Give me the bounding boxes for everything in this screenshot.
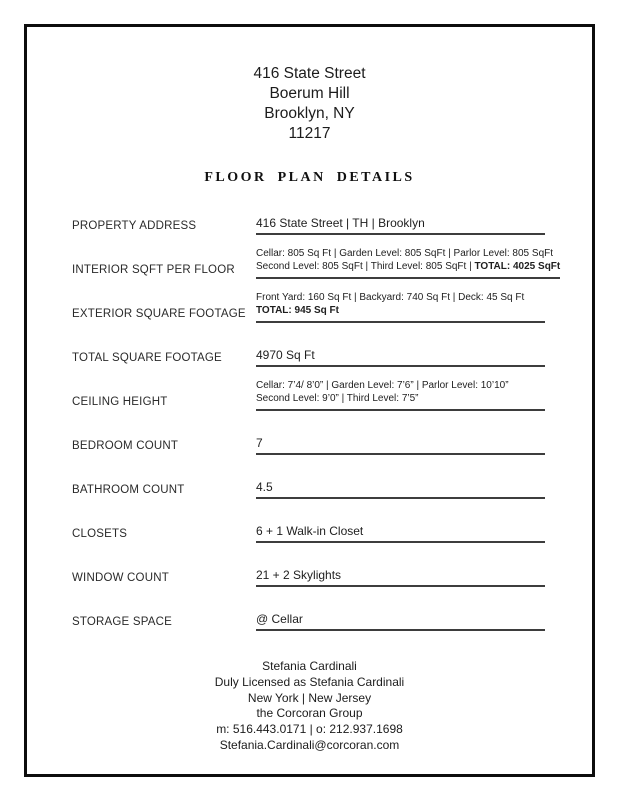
field-label: BATHROOM COUNT: [72, 484, 185, 496]
detail-row: [72, 279, 545, 323]
field-label: INTERIOR SQFT PER FLOOR: [72, 264, 235, 276]
document-title: FLOOR PLAN DETAILS: [204, 170, 415, 185]
detail-row: [72, 587, 545, 631]
field-value-line: Second Level: 9’0” | Third Level: 7’5”: [256, 393, 419, 404]
detail-row: [72, 235, 561, 279]
field-value-line: TOTAL: 945 Sq Ft: [256, 305, 339, 316]
field-label: TOTAL SQUARE FOOTAGE: [72, 352, 222, 364]
agent-phone-line: m: 516.443.0171 | o: 212.937.1698: [216, 722, 403, 737]
field-label: BEDROOM COUNT: [72, 440, 179, 452]
field-label: PROPERTY ADDRESS: [72, 220, 197, 232]
field-value-line: Cellar: 7’4/ 8’0” | Garden Level: 7’6” | Parlor Level: 10’10”: [256, 380, 509, 391]
field-value-line: Cellar: 805 Sq Ft | Garden Level: 805 SqFt | Parlor Level: 805 SqFt: [256, 248, 554, 259]
field-value-line: 6 + 1 Walk-in Closet: [256, 524, 364, 538]
detail-row: [72, 455, 545, 499]
field-value-line: 416 State Street | TH | Brooklyn: [256, 216, 425, 230]
field-value: [256, 524, 545, 543]
agent-states-line: New York | New Jersey: [247, 690, 372, 705]
field-value-line: @ Cellar: [256, 612, 303, 626]
field-value: [256, 436, 545, 455]
field-value: [256, 348, 545, 367]
field-label: EXTERIOR SQUARE FOOTAGE: [72, 308, 246, 320]
agent-email-line: Stefania.Cardinali@corcoran.com: [219, 737, 400, 752]
field-value: [256, 568, 545, 587]
field-label: WINDOW COUNT: [72, 572, 169, 584]
field-label: STORAGE SPACE: [72, 616, 172, 628]
page-border-frame: [24, 24, 595, 777]
field-value-line: 4.5: [256, 480, 273, 494]
field-value-line: Front Yard: 160 Sq Ft | Backyard: 740 Sq Ft | Deck: 45 Sq Ft: [256, 292, 525, 303]
detail-row: [72, 499, 545, 543]
detail-row: [72, 367, 545, 411]
header-zip-line: 11217: [288, 125, 331, 142]
header-street-line: 416 State Street: [253, 65, 366, 82]
field-value-line: 7: [256, 436, 263, 450]
field-value: [256, 247, 560, 279]
details-table: [27, 191, 592, 631]
field-value-line: Second Level: 805 SqFt | Third Level: 805 SqFt | TOTAL: 4025 SqFt: [256, 261, 561, 272]
field-label: CEILING HEIGHT: [72, 396, 168, 408]
property-address-header: [27, 64, 592, 144]
agent-brokerage-line: the Corcoran Group: [256, 706, 363, 721]
detail-row: [72, 323, 545, 367]
field-value: [256, 480, 545, 499]
field-value: [256, 291, 545, 323]
field-value-line: 21 + 2 Skylights: [256, 568, 342, 582]
detail-row: [72, 191, 545, 235]
agent-footer: [27, 659, 592, 754]
field-value-line: 4970 Sq Ft: [256, 348, 315, 362]
agent-license-line: Duly Licensed as Stefania Cardinali: [214, 674, 405, 689]
agent-name: Stefania Cardinali: [262, 659, 357, 673]
field-value: [256, 216, 545, 235]
field-value: [256, 612, 545, 631]
header-city-line: Brooklyn, NY: [264, 105, 355, 122]
field-label: CLOSETS: [72, 528, 128, 540]
detail-row: [72, 411, 545, 455]
detail-row: [72, 543, 545, 587]
field-value: [256, 379, 545, 411]
header-neighborhood-line: Boerum Hill: [269, 85, 350, 102]
